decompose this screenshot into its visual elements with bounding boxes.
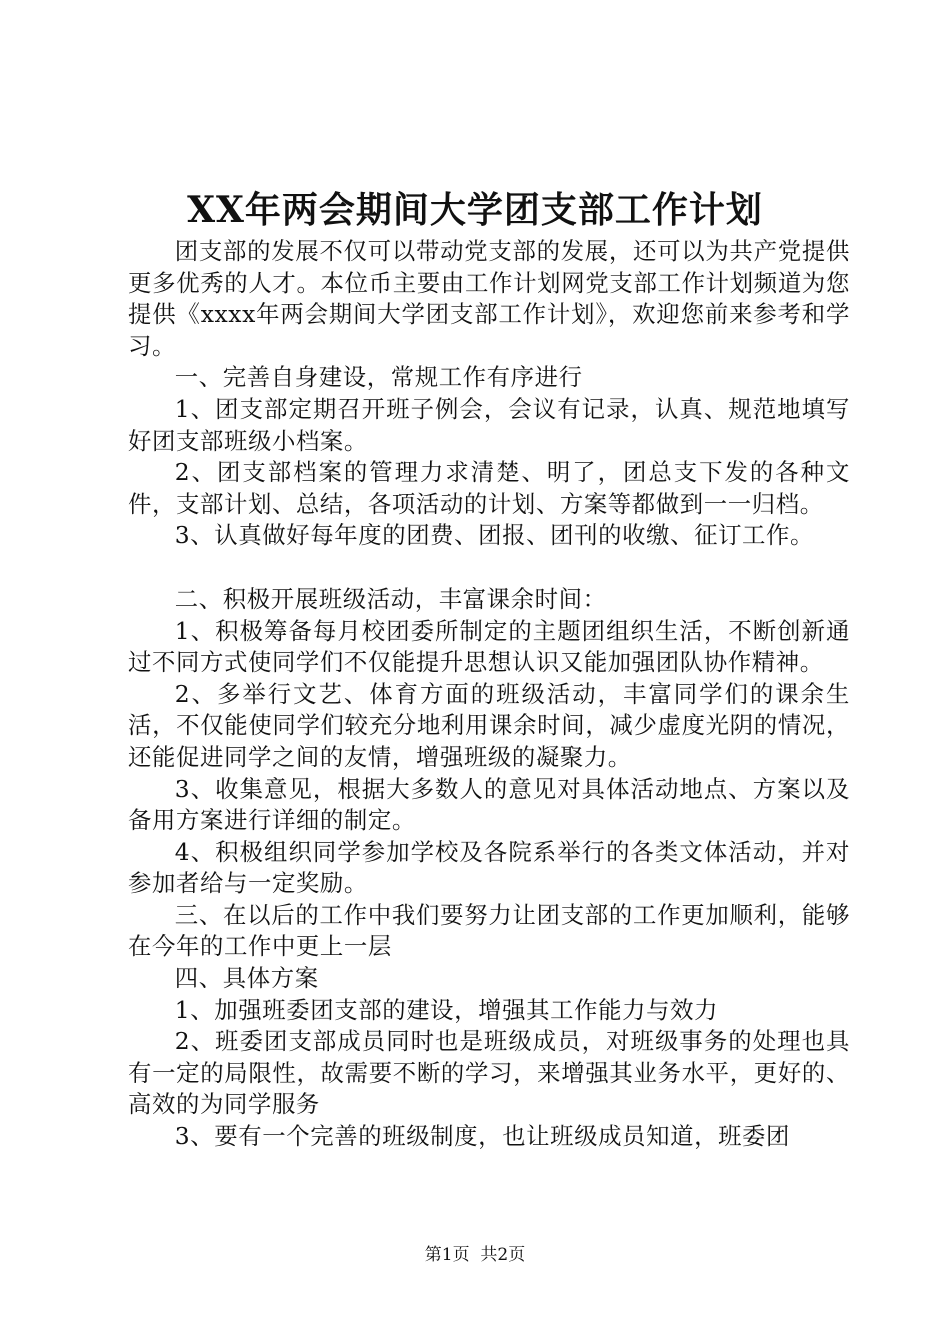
list-item: 1、加强班委团支部的建设，增强其工作能力与效力 (174, 995, 719, 1024)
intro-paragraph: 团支部的发展不仅可以带动党支部的发展，还可以为共产党提供更多优秀的人才。本位币主要由工作计划网党支部工作计划频道为您提供《xxxx年两会期间大学团支部工作计划》，欢迎您前来参考和学习。 (128, 237, 850, 360)
section-heading-4: 四、具体方案 (174, 964, 319, 993)
list-item: 3、认真做好每年度的团费、团报、团刊的收缴、征订工作。 (174, 521, 815, 550)
section-heading-1: 一、完善自身建设，常规工作有序进行 (174, 363, 583, 392)
document-title: XX年两会期间大学团支部工作计划 (187, 189, 763, 231)
list-item: 1、团支部定期召开班子例会，会议有记录，认真、规范地填写好团支部班级小档案。 (128, 394, 850, 455)
list-item: 2、班委团支部成员同时也是班级成员，对班级事务的处理也具有一定的局限性，故需要不断的学习，来增强其业务水平，更好的、高效的为同学服务 (128, 1027, 850, 1119)
list-item: 2、多举行文艺、体育方面的班级活动，丰富同学们的课余生活，不仅能使同学们较充分地利用课余时间，减少虚度光阴的情况，还能促进同学之间的友情，增强班级的凝聚力。 (128, 679, 850, 771)
list-item: 3、要有一个完善的班级制度，也让班级成员知道，班委团 (174, 1122, 791, 1151)
section-heading-2: 二、积极开展班级活动，丰富课余时间： (174, 584, 607, 613)
list-item: 2、团支部档案的管理力求清楚、明了，团总支下发的各种文件，支部计划、总结，各项活动的计划、方案等都做到一一归档。 (128, 458, 850, 518)
document-body (128, 236, 850, 1153)
list-item: 3、收集意见，根据大多数人的意见对具体活动地点、方案以及备用方案进行详细的制定。 (128, 774, 850, 835)
list-item: 4、积极组织同学参加学校及各院系举行的各类文体活动，并对参加者给与一定奖励。 (128, 837, 850, 898)
list-item: 1、积极筹备每月校团委所制定的主题团组织生活，不断创新通过不同方式使同学们不仅能提升思想认识又能加强团队协作精神。 (128, 616, 850, 677)
page-number: 第1页 共2页 (424, 1245, 526, 1265)
section-heading-3: 三、在以后的工作中我们要努力让团支部的工作更加顺利，能够在今年的工作中更上一层 (128, 900, 850, 961)
paragraph-gap (128, 552, 850, 584)
